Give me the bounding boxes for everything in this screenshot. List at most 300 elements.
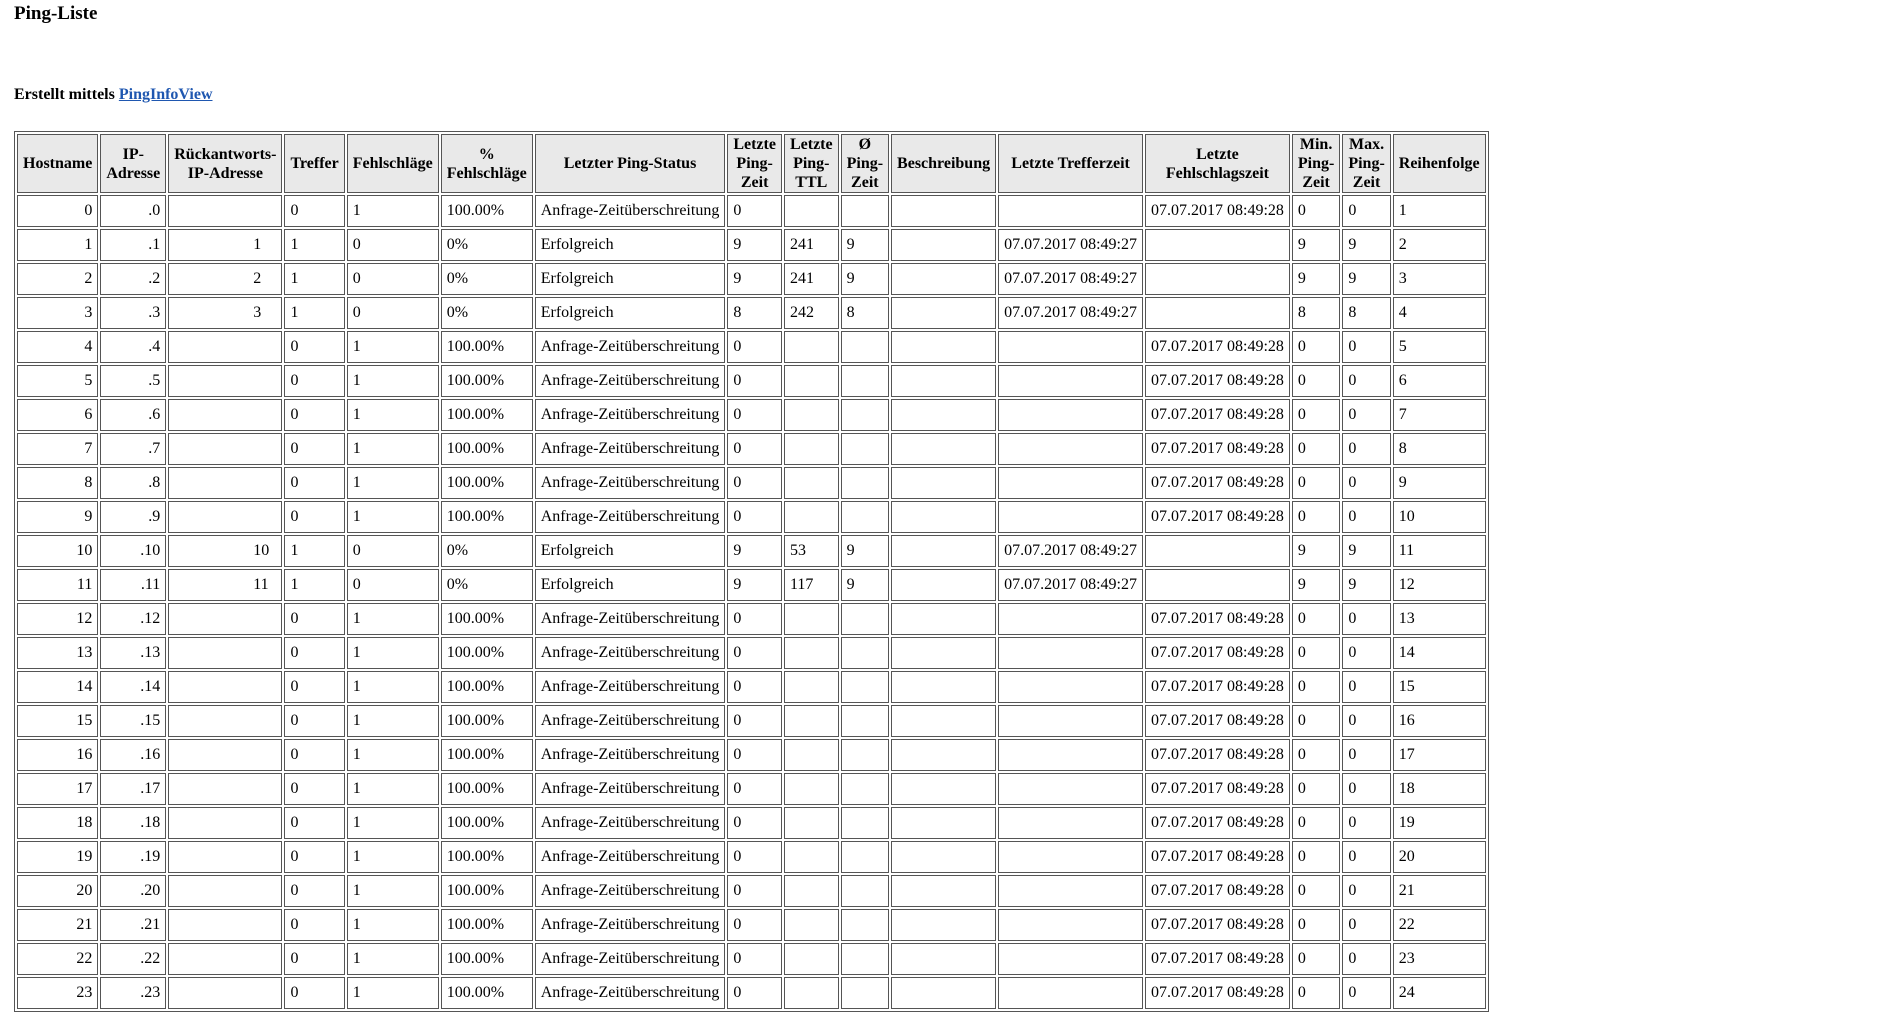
col-min-ping-time-cell: 0 bbox=[1292, 399, 1340, 431]
col-ip-address-cell: .21 bbox=[100, 909, 166, 941]
table-body bbox=[17, 195, 1486, 1009]
col-avg-ping-time-cell bbox=[841, 807, 889, 839]
col-min-ping-time-cell: 0 bbox=[1292, 977, 1340, 1009]
col-last-ping-ttl-cell bbox=[784, 739, 839, 771]
col-reply-ip-address-cell bbox=[168, 467, 282, 499]
col-order-cell: 11 bbox=[1393, 535, 1486, 567]
col-hostname-cell: 4 bbox=[17, 331, 98, 363]
col-description-header: Beschreibung bbox=[891, 134, 996, 193]
col-last-ping-status-cell: Anfrage-Zeitüberschreitung bbox=[535, 195, 726, 227]
col-failure-percent-cell: 100.00% bbox=[441, 739, 533, 771]
col-last-failure-time-cell: 07.07.2017 08:49:28 bbox=[1145, 637, 1290, 669]
col-ip-address-cell: .9 bbox=[100, 501, 166, 533]
col-last-ping-time-cell: 0 bbox=[727, 909, 782, 941]
col-avg-ping-time-header: Ø Ping-Zeit bbox=[841, 134, 889, 193]
col-last-ping-time-cell: 0 bbox=[727, 705, 782, 737]
col-last-ping-status-cell: Erfolgreich bbox=[535, 229, 726, 261]
col-hostname-cell: 19 bbox=[17, 841, 98, 873]
col-avg-ping-time-cell bbox=[841, 195, 889, 227]
page-title: Ping-Liste bbox=[14, 3, 98, 24]
col-min-ping-time-cell: 0 bbox=[1292, 467, 1340, 499]
col-max-ping-time-cell: 0 bbox=[1342, 501, 1390, 533]
col-failure-percent-cell: 100.00% bbox=[441, 773, 533, 805]
col-ip-address-cell: .14 bbox=[100, 671, 166, 703]
col-reply-ip-address-cell: 2 bbox=[168, 263, 282, 295]
col-hits-cell: 1 bbox=[284, 229, 344, 261]
col-description-cell bbox=[891, 603, 996, 635]
col-failure-percent-cell: 100.00% bbox=[441, 365, 533, 397]
col-failure-percent-cell: 100.00% bbox=[441, 841, 533, 873]
col-ip-address-cell: .4 bbox=[100, 331, 166, 363]
col-last-ping-time-cell: 0 bbox=[727, 331, 782, 363]
col-hostname-header: Hostname bbox=[17, 134, 98, 193]
col-last-ping-time-cell: 0 bbox=[727, 433, 782, 465]
col-last-hit-time-cell: 07.07.2017 08:49:27 bbox=[998, 229, 1143, 261]
col-failure-percent-cell: 100.00% bbox=[441, 705, 533, 737]
col-avg-ping-time-cell bbox=[841, 977, 889, 1009]
col-avg-ping-time-cell: 9 bbox=[841, 263, 889, 295]
col-last-hit-time-cell bbox=[998, 501, 1143, 533]
col-failure-percent-cell: 100.00% bbox=[441, 501, 533, 533]
table-row bbox=[17, 603, 1486, 635]
col-last-hit-time-cell bbox=[998, 365, 1143, 397]
col-description-cell bbox=[891, 977, 996, 1009]
col-avg-ping-time-cell: 8 bbox=[841, 297, 889, 329]
table-row bbox=[17, 637, 1486, 669]
col-description-cell bbox=[891, 637, 996, 669]
col-failure-percent-cell: 100.00% bbox=[441, 637, 533, 669]
header-row bbox=[17, 134, 1486, 193]
col-avg-ping-time-cell bbox=[841, 399, 889, 431]
col-hostname-cell: 17 bbox=[17, 773, 98, 805]
col-last-ping-status-cell: Anfrage-Zeitüberschreitung bbox=[535, 467, 726, 499]
col-ip-address-cell: .3 bbox=[100, 297, 166, 329]
col-last-ping-ttl-cell bbox=[784, 467, 839, 499]
col-order-cell: 12 bbox=[1393, 569, 1486, 601]
col-description-cell bbox=[891, 909, 996, 941]
col-min-ping-time-cell: 0 bbox=[1292, 943, 1340, 975]
col-failures-cell: 1 bbox=[347, 331, 439, 363]
col-description-cell bbox=[891, 569, 996, 601]
table-row bbox=[17, 297, 1486, 329]
col-hostname-cell: 9 bbox=[17, 501, 98, 533]
table-row bbox=[17, 943, 1486, 975]
col-failures-cell: 1 bbox=[347, 773, 439, 805]
col-failure-percent-cell: 100.00% bbox=[441, 433, 533, 465]
col-ip-address-cell: .0 bbox=[100, 195, 166, 227]
col-description-cell bbox=[891, 739, 996, 771]
col-last-failure-time-cell: 07.07.2017 08:49:28 bbox=[1145, 501, 1290, 533]
col-description-cell bbox=[891, 875, 996, 907]
col-max-ping-time-cell: 0 bbox=[1342, 365, 1390, 397]
col-avg-ping-time-cell bbox=[841, 671, 889, 703]
col-last-ping-time-cell: 0 bbox=[727, 467, 782, 499]
col-min-ping-time-cell: 0 bbox=[1292, 501, 1340, 533]
col-min-ping-time-cell: 0 bbox=[1292, 841, 1340, 873]
col-last-ping-status-cell: Anfrage-Zeitüberschreitung bbox=[535, 875, 726, 907]
col-max-ping-time-cell: 0 bbox=[1342, 433, 1390, 465]
col-last-ping-status-cell: Anfrage-Zeitüberschreitung bbox=[535, 365, 726, 397]
col-order-cell: 10 bbox=[1393, 501, 1486, 533]
col-hostname-cell: 0 bbox=[17, 195, 98, 227]
col-last-ping-status-cell: Anfrage-Zeitüberschreitung bbox=[535, 807, 726, 839]
col-hits-header: Treffer bbox=[284, 134, 344, 193]
col-avg-ping-time-cell bbox=[841, 841, 889, 873]
col-last-ping-status-cell: Anfrage-Zeitüberschreitung bbox=[535, 637, 726, 669]
col-last-ping-ttl-cell: 241 bbox=[784, 229, 839, 261]
col-failures-cell: 1 bbox=[347, 433, 439, 465]
col-last-hit-time-cell bbox=[998, 943, 1143, 975]
col-ip-address-cell: .1 bbox=[100, 229, 166, 261]
col-failures-cell: 0 bbox=[347, 229, 439, 261]
col-hostname-cell: 22 bbox=[17, 943, 98, 975]
col-hits-cell: 0 bbox=[284, 637, 344, 669]
col-failures-cell: 0 bbox=[347, 263, 439, 295]
col-last-ping-status-cell: Anfrage-Zeitüberschreitung bbox=[535, 943, 726, 975]
col-last-hit-time-cell bbox=[998, 705, 1143, 737]
col-hits-cell: 1 bbox=[284, 263, 344, 295]
col-avg-ping-time-cell bbox=[841, 875, 889, 907]
col-last-failure-time-cell: 07.07.2017 08:49:28 bbox=[1145, 399, 1290, 431]
table-head bbox=[17, 134, 1486, 193]
col-hostname-cell: 21 bbox=[17, 909, 98, 941]
col-last-hit-time-cell bbox=[998, 773, 1143, 805]
col-last-ping-status-cell: Anfrage-Zeitüberschreitung bbox=[535, 433, 726, 465]
created-by-line bbox=[14, 86, 213, 104]
col-last-ping-time-cell: 0 bbox=[727, 399, 782, 431]
col-failure-percent-cell: 0% bbox=[441, 569, 533, 601]
col-reply-ip-address-cell bbox=[168, 943, 282, 975]
col-hits-cell: 0 bbox=[284, 331, 344, 363]
col-last-failure-time-cell: 07.07.2017 08:49:28 bbox=[1145, 807, 1290, 839]
col-max-ping-time-cell: 9 bbox=[1342, 229, 1390, 261]
col-max-ping-time-cell: 0 bbox=[1342, 841, 1390, 873]
col-order-cell: 16 bbox=[1393, 705, 1486, 737]
col-last-ping-ttl-cell bbox=[784, 807, 839, 839]
col-min-ping-time-cell: 0 bbox=[1292, 671, 1340, 703]
col-last-hit-time-cell bbox=[998, 331, 1143, 363]
col-min-ping-time-cell: 9 bbox=[1292, 229, 1340, 261]
col-failures-cell: 0 bbox=[347, 535, 439, 567]
col-max-ping-time-cell: 0 bbox=[1342, 909, 1390, 941]
col-failure-percent-header: % Fehlschläge bbox=[441, 134, 533, 193]
col-last-failure-time-cell: 07.07.2017 08:49:28 bbox=[1145, 603, 1290, 635]
col-max-ping-time-cell: 9 bbox=[1342, 263, 1390, 295]
col-failures-cell: 1 bbox=[347, 705, 439, 737]
col-description-cell bbox=[891, 297, 996, 329]
col-failure-percent-cell: 100.00% bbox=[441, 671, 533, 703]
col-failures-header: Fehlschläge bbox=[347, 134, 439, 193]
col-hostname-cell: 3 bbox=[17, 297, 98, 329]
col-last-failure-time-cell: 07.07.2017 08:49:28 bbox=[1145, 671, 1290, 703]
col-order-cell: 13 bbox=[1393, 603, 1486, 635]
col-ip-address-cell: .16 bbox=[100, 739, 166, 771]
col-ip-address-cell: .6 bbox=[100, 399, 166, 431]
pinginfoview-link[interactable]: PingInfoView bbox=[118, 86, 213, 103]
col-reply-ip-address-cell bbox=[168, 841, 282, 873]
col-avg-ping-time-cell bbox=[841, 433, 889, 465]
col-reply-ip-address-cell bbox=[168, 875, 282, 907]
col-last-ping-status-header: Letzter Ping-Status bbox=[535, 134, 726, 193]
col-order-cell: 21 bbox=[1393, 875, 1486, 907]
col-description-cell bbox=[891, 501, 996, 533]
col-failure-percent-cell: 0% bbox=[441, 263, 533, 295]
col-avg-ping-time-cell bbox=[841, 365, 889, 397]
col-avg-ping-time-cell bbox=[841, 331, 889, 363]
col-last-ping-status-cell: Anfrage-Zeitüberschreitung bbox=[535, 739, 726, 771]
col-ip-address-cell: .12 bbox=[100, 603, 166, 635]
col-last-ping-status-cell: Anfrage-Zeitüberschreitung bbox=[535, 841, 726, 873]
col-hostname-cell: 20 bbox=[17, 875, 98, 907]
col-last-ping-time-cell: 8 bbox=[727, 297, 782, 329]
col-order-cell: 1 bbox=[1393, 195, 1486, 227]
col-ip-address-cell: .18 bbox=[100, 807, 166, 839]
table-row bbox=[17, 875, 1486, 907]
col-hostname-cell: 12 bbox=[17, 603, 98, 635]
col-avg-ping-time-cell bbox=[841, 603, 889, 635]
col-order-cell: 20 bbox=[1393, 841, 1486, 873]
table-row bbox=[17, 365, 1486, 397]
col-hostname-cell: 11 bbox=[17, 569, 98, 601]
col-reply-ip-address-cell bbox=[168, 909, 282, 941]
col-ip-address-cell: .19 bbox=[100, 841, 166, 873]
col-ip-address-cell: .22 bbox=[100, 943, 166, 975]
col-failure-percent-cell: 100.00% bbox=[441, 195, 533, 227]
col-max-ping-time-cell: 0 bbox=[1342, 195, 1390, 227]
col-min-ping-time-cell: 0 bbox=[1292, 909, 1340, 941]
col-hits-cell: 0 bbox=[284, 705, 344, 737]
col-min-ping-time-cell: 0 bbox=[1292, 705, 1340, 737]
col-hostname-cell: 8 bbox=[17, 467, 98, 499]
col-reply-ip-address-cell bbox=[168, 603, 282, 635]
table-row bbox=[17, 909, 1486, 941]
col-last-ping-ttl-cell: 242 bbox=[784, 297, 839, 329]
col-failures-cell: 1 bbox=[347, 637, 439, 669]
col-hostname-cell: 2 bbox=[17, 263, 98, 295]
col-order-cell: 24 bbox=[1393, 977, 1486, 1009]
col-last-ping-time-cell: 0 bbox=[727, 977, 782, 1009]
col-last-failure-time-cell: 07.07.2017 08:49:28 bbox=[1145, 195, 1290, 227]
col-last-hit-time-cell bbox=[998, 637, 1143, 669]
col-last-ping-ttl-cell bbox=[784, 603, 839, 635]
col-last-ping-status-cell: Erfolgreich bbox=[535, 569, 726, 601]
col-last-ping-status-cell: Anfrage-Zeitüberschreitung bbox=[535, 501, 726, 533]
col-reply-ip-address-cell bbox=[168, 807, 282, 839]
col-description-cell bbox=[891, 399, 996, 431]
col-description-cell bbox=[891, 263, 996, 295]
table-row bbox=[17, 467, 1486, 499]
col-order-cell: 19 bbox=[1393, 807, 1486, 839]
col-last-failure-time-cell: 07.07.2017 08:49:28 bbox=[1145, 433, 1290, 465]
col-last-failure-time-cell bbox=[1145, 569, 1290, 601]
col-max-ping-time-cell: 0 bbox=[1342, 943, 1390, 975]
col-description-cell bbox=[891, 773, 996, 805]
col-last-ping-status-cell: Anfrage-Zeitüberschreitung bbox=[535, 671, 726, 703]
col-reply-ip-address-cell bbox=[168, 433, 282, 465]
col-failure-percent-cell: 100.00% bbox=[441, 467, 533, 499]
col-reply-ip-address-cell bbox=[168, 195, 282, 227]
table-row bbox=[17, 841, 1486, 873]
col-last-hit-time-cell bbox=[998, 467, 1143, 499]
col-last-ping-time-cell: 0 bbox=[727, 365, 782, 397]
col-failures-cell: 1 bbox=[347, 603, 439, 635]
col-failure-percent-cell: 100.00% bbox=[441, 875, 533, 907]
col-last-ping-ttl-header: Letzte Ping-TTL bbox=[784, 134, 839, 193]
col-failure-percent-cell: 100.00% bbox=[441, 943, 533, 975]
col-avg-ping-time-cell bbox=[841, 705, 889, 737]
col-failures-cell: 1 bbox=[347, 909, 439, 941]
col-last-ping-ttl-cell bbox=[784, 841, 839, 873]
col-ip-address-header: IP-Adresse bbox=[100, 134, 166, 193]
col-min-ping-time-cell: 8 bbox=[1292, 297, 1340, 329]
col-avg-ping-time-cell bbox=[841, 773, 889, 805]
col-last-ping-status-cell: Erfolgreich bbox=[535, 263, 726, 295]
col-ip-address-cell: .11 bbox=[100, 569, 166, 601]
col-last-ping-status-cell: Anfrage-Zeitüberschreitung bbox=[535, 909, 726, 941]
col-last-hit-time-cell: 07.07.2017 08:49:27 bbox=[998, 535, 1143, 567]
col-max-ping-time-header: Max. Ping-Zeit bbox=[1342, 134, 1390, 193]
col-description-cell bbox=[891, 229, 996, 261]
col-hits-cell: 0 bbox=[284, 467, 344, 499]
col-last-ping-ttl-cell: 117 bbox=[784, 569, 839, 601]
col-failures-cell: 1 bbox=[347, 841, 439, 873]
col-hits-cell: 0 bbox=[284, 841, 344, 873]
col-failure-percent-cell: 100.00% bbox=[441, 977, 533, 1009]
col-last-failure-time-cell: 07.07.2017 08:49:28 bbox=[1145, 977, 1290, 1009]
table-row bbox=[17, 535, 1486, 567]
col-last-hit-time-header: Letzte Trefferzeit bbox=[998, 134, 1143, 193]
col-hits-cell: 0 bbox=[284, 501, 344, 533]
col-last-failure-time-cell: 07.07.2017 08:49:28 bbox=[1145, 841, 1290, 873]
table-row bbox=[17, 773, 1486, 805]
col-last-ping-time-cell: 0 bbox=[727, 773, 782, 805]
col-description-cell bbox=[891, 841, 996, 873]
col-hostname-cell: 1 bbox=[17, 229, 98, 261]
col-order-cell: 5 bbox=[1393, 331, 1486, 363]
col-last-ping-status-cell: Anfrage-Zeitüberschreitung bbox=[535, 399, 726, 431]
col-last-ping-ttl-cell bbox=[784, 365, 839, 397]
col-last-ping-ttl-cell bbox=[784, 875, 839, 907]
table-row bbox=[17, 739, 1486, 771]
created-by-prefix: Erstellt mittels bbox=[14, 86, 119, 103]
col-last-ping-ttl-cell bbox=[784, 501, 839, 533]
col-max-ping-time-cell: 0 bbox=[1342, 603, 1390, 635]
col-failures-cell: 1 bbox=[347, 671, 439, 703]
col-failures-cell: 1 bbox=[347, 977, 439, 1009]
col-last-ping-ttl-cell bbox=[784, 399, 839, 431]
col-order-header: Reihenfolge bbox=[1393, 134, 1486, 193]
col-failure-percent-cell: 100.00% bbox=[441, 399, 533, 431]
col-order-cell: 8 bbox=[1393, 433, 1486, 465]
col-hostname-cell: 5 bbox=[17, 365, 98, 397]
col-description-cell bbox=[891, 943, 996, 975]
col-min-ping-time-cell: 0 bbox=[1292, 739, 1340, 771]
col-reply-ip-address-cell bbox=[168, 739, 282, 771]
col-last-ping-time-cell: 0 bbox=[727, 943, 782, 975]
col-failure-percent-cell: 0% bbox=[441, 297, 533, 329]
col-last-ping-status-cell: Anfrage-Zeitüberschreitung bbox=[535, 603, 726, 635]
col-last-failure-time-cell: 07.07.2017 08:49:28 bbox=[1145, 739, 1290, 771]
col-last-ping-ttl-cell bbox=[784, 433, 839, 465]
col-reply-ip-address-header: Rückantworts-IP-Adresse bbox=[168, 134, 282, 193]
col-hostname-cell: 15 bbox=[17, 705, 98, 737]
col-min-ping-time-cell: 0 bbox=[1292, 365, 1340, 397]
col-hostname-cell: 23 bbox=[17, 977, 98, 1009]
col-order-cell: 18 bbox=[1393, 773, 1486, 805]
col-last-ping-time-cell: 0 bbox=[727, 739, 782, 771]
col-max-ping-time-cell: 0 bbox=[1342, 739, 1390, 771]
col-reply-ip-address-cell bbox=[168, 773, 282, 805]
col-reply-ip-address-cell bbox=[168, 399, 282, 431]
col-failures-cell: 1 bbox=[347, 467, 439, 499]
col-hits-cell: 0 bbox=[284, 977, 344, 1009]
col-reply-ip-address-cell bbox=[168, 501, 282, 533]
table-row bbox=[17, 263, 1486, 295]
col-last-hit-time-cell bbox=[998, 399, 1143, 431]
col-last-ping-status-cell: Anfrage-Zeitüberschreitung bbox=[535, 705, 726, 737]
col-description-cell bbox=[891, 433, 996, 465]
table-row bbox=[17, 671, 1486, 703]
col-last-hit-time-cell bbox=[998, 603, 1143, 635]
col-last-ping-time-cell: 0 bbox=[727, 875, 782, 907]
col-min-ping-time-header: Min. Ping-Zeit bbox=[1292, 134, 1340, 193]
col-last-ping-time-cell: 0 bbox=[727, 671, 782, 703]
col-last-hit-time-cell bbox=[998, 739, 1143, 771]
col-ip-address-cell: .15 bbox=[100, 705, 166, 737]
col-reply-ip-address-cell bbox=[168, 977, 282, 1009]
col-last-ping-time-cell: 0 bbox=[727, 195, 782, 227]
col-min-ping-time-cell: 0 bbox=[1292, 637, 1340, 669]
col-hits-cell: 0 bbox=[284, 603, 344, 635]
col-max-ping-time-cell: 8 bbox=[1342, 297, 1390, 329]
col-description-cell bbox=[891, 331, 996, 363]
table-row bbox=[17, 433, 1486, 465]
col-last-failure-time-cell: 07.07.2017 08:49:28 bbox=[1145, 875, 1290, 907]
col-hostname-cell: 16 bbox=[17, 739, 98, 771]
col-reply-ip-address-cell bbox=[168, 365, 282, 397]
col-last-ping-time-cell: 0 bbox=[727, 637, 782, 669]
col-last-failure-time-cell: 07.07.2017 08:49:28 bbox=[1145, 909, 1290, 941]
col-hits-cell: 0 bbox=[284, 875, 344, 907]
table-row bbox=[17, 399, 1486, 431]
col-max-ping-time-cell: 0 bbox=[1342, 467, 1390, 499]
col-last-ping-time-header: Letzte Ping-Zeit bbox=[727, 134, 782, 193]
col-hostname-cell: 18 bbox=[17, 807, 98, 839]
col-ip-address-cell: .17 bbox=[100, 773, 166, 805]
col-hits-cell: 0 bbox=[284, 943, 344, 975]
col-reply-ip-address-cell bbox=[168, 705, 282, 737]
table-row bbox=[17, 229, 1486, 261]
col-failures-cell: 1 bbox=[347, 875, 439, 907]
col-failures-cell: 1 bbox=[347, 195, 439, 227]
col-last-ping-ttl-cell bbox=[784, 705, 839, 737]
col-hostname-cell: 6 bbox=[17, 399, 98, 431]
col-order-cell: 6 bbox=[1393, 365, 1486, 397]
col-order-cell: 15 bbox=[1393, 671, 1486, 703]
col-min-ping-time-cell: 0 bbox=[1292, 433, 1340, 465]
col-last-hit-time-cell bbox=[998, 977, 1143, 1009]
col-last-ping-ttl-cell bbox=[784, 773, 839, 805]
col-ip-address-cell: .23 bbox=[100, 977, 166, 1009]
col-failures-cell: 1 bbox=[347, 501, 439, 533]
col-hostname-cell: 10 bbox=[17, 535, 98, 567]
col-failures-cell: 0 bbox=[347, 297, 439, 329]
col-reply-ip-address-cell: 1 bbox=[168, 229, 282, 261]
col-order-cell: 23 bbox=[1393, 943, 1486, 975]
col-last-failure-time-cell: 07.07.2017 08:49:28 bbox=[1145, 467, 1290, 499]
col-last-ping-ttl-cell bbox=[784, 671, 839, 703]
col-last-hit-time-cell bbox=[998, 195, 1143, 227]
